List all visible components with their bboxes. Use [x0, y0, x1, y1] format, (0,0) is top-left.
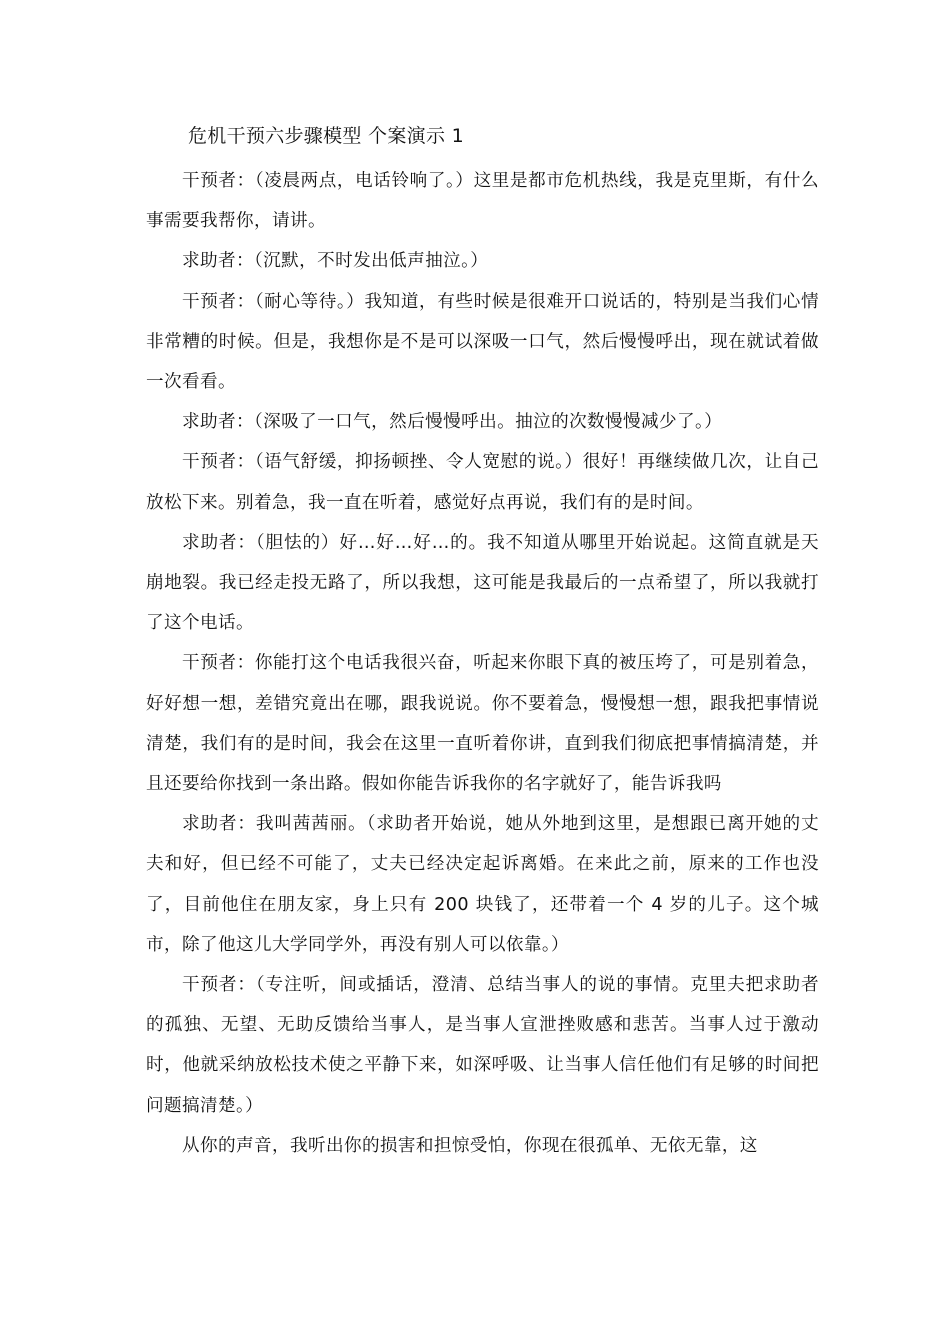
document-title: 危机干预六步骤模型 个案演示 1: [188, 125, 464, 147]
paragraph-1: 干预者：（凌晨两点，电话铃响了。）这里是都市危机热线，我是克里斯，有什么事需要我帮你，请讲。: [146, 171, 819, 232]
paragraph-6: 求助者：（胆怯的）好…好…好…的。我不知道从哪里开始说起。这简直就是天崩地裂。我已经走投无路了，所以我想，这可能是我最后的一点希望了，所以我就打了这个电话。: [146, 532, 819, 634]
document-body: [146, 161, 819, 1166]
paragraph-8: 求助者：我叫茜茜丽。（求助者开始说，她从外地到这里，是想跟已离开她的丈夫和好，但已经不可能了，丈夫已经决定起诉离婚。在来此之前，原来的工作也没了，目前他住在朋友家，身上只有 200 块钱了，还带着一个 4 岁的儿子。这个城市，除了他这儿大学同学外，再没有别人可以依靠。）: [146, 814, 819, 955]
paragraph-7: 干预者：你能打这个电话我很兴奋，听起来你眼下真的被压垮了，可是别着急，好好想一想，差错究竟出在哪，跟我说说。你不要着急，慢慢想一想，跟我把事情说清楚，我们有的是时间，我会在这里一直听着你讲，直到我们彻底把事情搞清楚，并且还要给你找到一条出路。假如你能告诉我你的名字就好了，能告诉我吗: [146, 653, 819, 795]
paragraph-2: 求助者：（沉默，不时发出低声抽泣。）: [182, 251, 489, 272]
paragraph-5: 干预者：（语气舒缓，抑扬顿挫、令人宽慰的说。）很好！再继续做几次，让自己放松下来。别着急，我一直在听着，感觉好点再说，我们有的是时间。: [146, 452, 819, 513]
paragraph-9: 干预者：（专注听，间或插话，澄清、总结当事人的说的事情。克里夫把求助者的孤独、无望、无助反馈给当事人，是当事人宣泄挫败感和悲苦。当事人过于激动时，他就采纳放松技术使之平静下来，如深呼吸、让当事人信任他们有足够的时间把问题搞清楚。）: [146, 975, 819, 1116]
paragraph-10: 从你的声音，我听出你的损害和担惊受怕，你现在很孤单、无依无靠，这: [182, 1135, 758, 1156]
paragraph-3: 干预者：（耐心等待。）我知道，有些时候是很难开口说话的，特别是当我们心情非常糟的时候。但是，我想你是不是可以深吸一口气，然后慢慢呼出，现在就试着做一次看看。: [146, 291, 819, 393]
paragraph-4: 求助者：（深吸了一口气，然后慢慢呼出。抽泣的次数慢慢减少了。）: [182, 412, 723, 433]
